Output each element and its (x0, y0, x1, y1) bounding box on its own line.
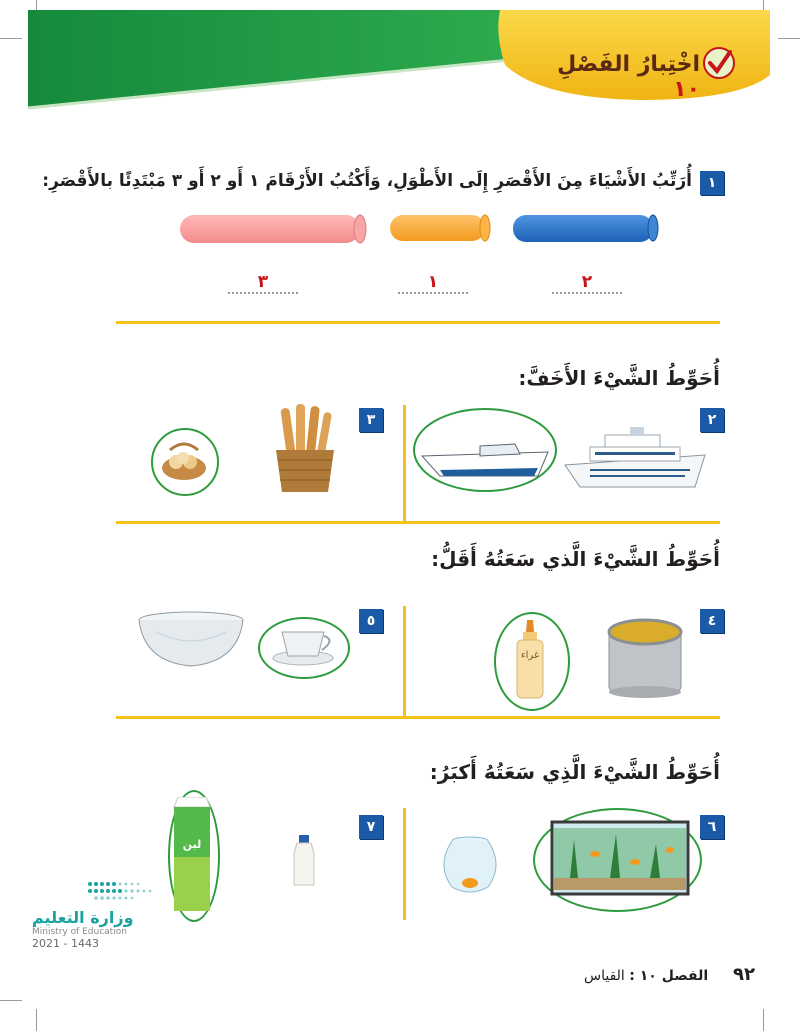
large-bread-basket-image (270, 400, 340, 495)
ministry-logo-dots (86, 878, 170, 910)
ministry-of-education (32, 908, 134, 950)
paint-can-image (605, 618, 685, 698)
fishbowl-image (440, 835, 500, 897)
question-badge-1: ١ (700, 171, 724, 195)
divider-3 (116, 716, 720, 719)
length-bars (175, 210, 665, 250)
answer-blue: ٢ (581, 272, 593, 292)
answer-pink: ٣ (257, 272, 269, 292)
milk-bottle-image (290, 835, 318, 887)
juice-carton-label: لبن (182, 838, 202, 851)
question-1-text: أُرَتِّبُ الأَشْيَاءَ مِنَ الأَقْصَرِ إِلَى الأَطْوَلِ، وَأَكْتُبُ الأَرْقَامَ ١ أَو ٢ أَو ٣ مَبْتَدِئًا بالأَقْصَرِ: (42, 171, 692, 191)
divider-1 (116, 321, 720, 324)
glass-cup-image (268, 622, 338, 670)
ministry-english: Ministry of Education (32, 927, 127, 937)
answer-line-orange[interactable] (398, 292, 468, 294)
glass-bowl-image (136, 610, 246, 670)
footer-chapter-name: القياس (584, 968, 625, 984)
glue-label: غراء (520, 650, 540, 661)
check-icon (702, 46, 736, 84)
vertical-divider-1 (403, 405, 406, 523)
answer-line-blue[interactable] (552, 292, 622, 294)
cruise-ship-image (560, 425, 710, 495)
answer-line-pink[interactable] (228, 292, 298, 294)
ministry-arabic: وزارة التعليم (32, 908, 134, 927)
page-title (540, 52, 700, 102)
question-badge-4: ٤ (700, 609, 724, 633)
question-badge-5: ٥ (359, 609, 383, 633)
juice-carton-image (172, 797, 212, 911)
title-text: اخْتِبارُ الفَصْلِ (557, 52, 700, 77)
instruction-lighter: أُحَوِّطُ الشَّيْءَ الأَخَفَّ: (518, 366, 720, 390)
question-badge-7: ٧ (359, 815, 383, 839)
blue-bar (513, 215, 658, 242)
question-badge-6: ٦ (700, 815, 724, 839)
pink-bar (180, 215, 366, 243)
title-number: ١٠ (673, 77, 700, 102)
ministry-year: 2021 - 1443 (32, 937, 99, 950)
question-badge-2: ٢ (700, 408, 724, 432)
orange-bar (390, 215, 490, 241)
question-badge-3: ٣ (359, 408, 383, 432)
answer-orange: ١ (427, 272, 439, 292)
instruction-greater-capacity: أُحَوِّطُ الشَّيْءَ الَّذِي سَعَتُهُ أَكبَرُ: (429, 760, 720, 784)
vertical-divider-2 (403, 606, 406, 718)
divider-2 (116, 521, 720, 524)
page-number: ٩٢ (733, 964, 755, 985)
vertical-divider-3 (403, 808, 406, 920)
aquarium-image (550, 820, 690, 896)
speedboat-image (420, 438, 550, 483)
footer-chapter-label: الفصل ١٠ : (629, 968, 709, 984)
footer-chapter (584, 968, 708, 984)
small-bread-basket-image (160, 442, 208, 482)
instruction-less-capacity: أُحَوِّطُ الشَّيْءَ الَّذي سَعَتُهُ أَقَلُّ: (431, 547, 720, 571)
